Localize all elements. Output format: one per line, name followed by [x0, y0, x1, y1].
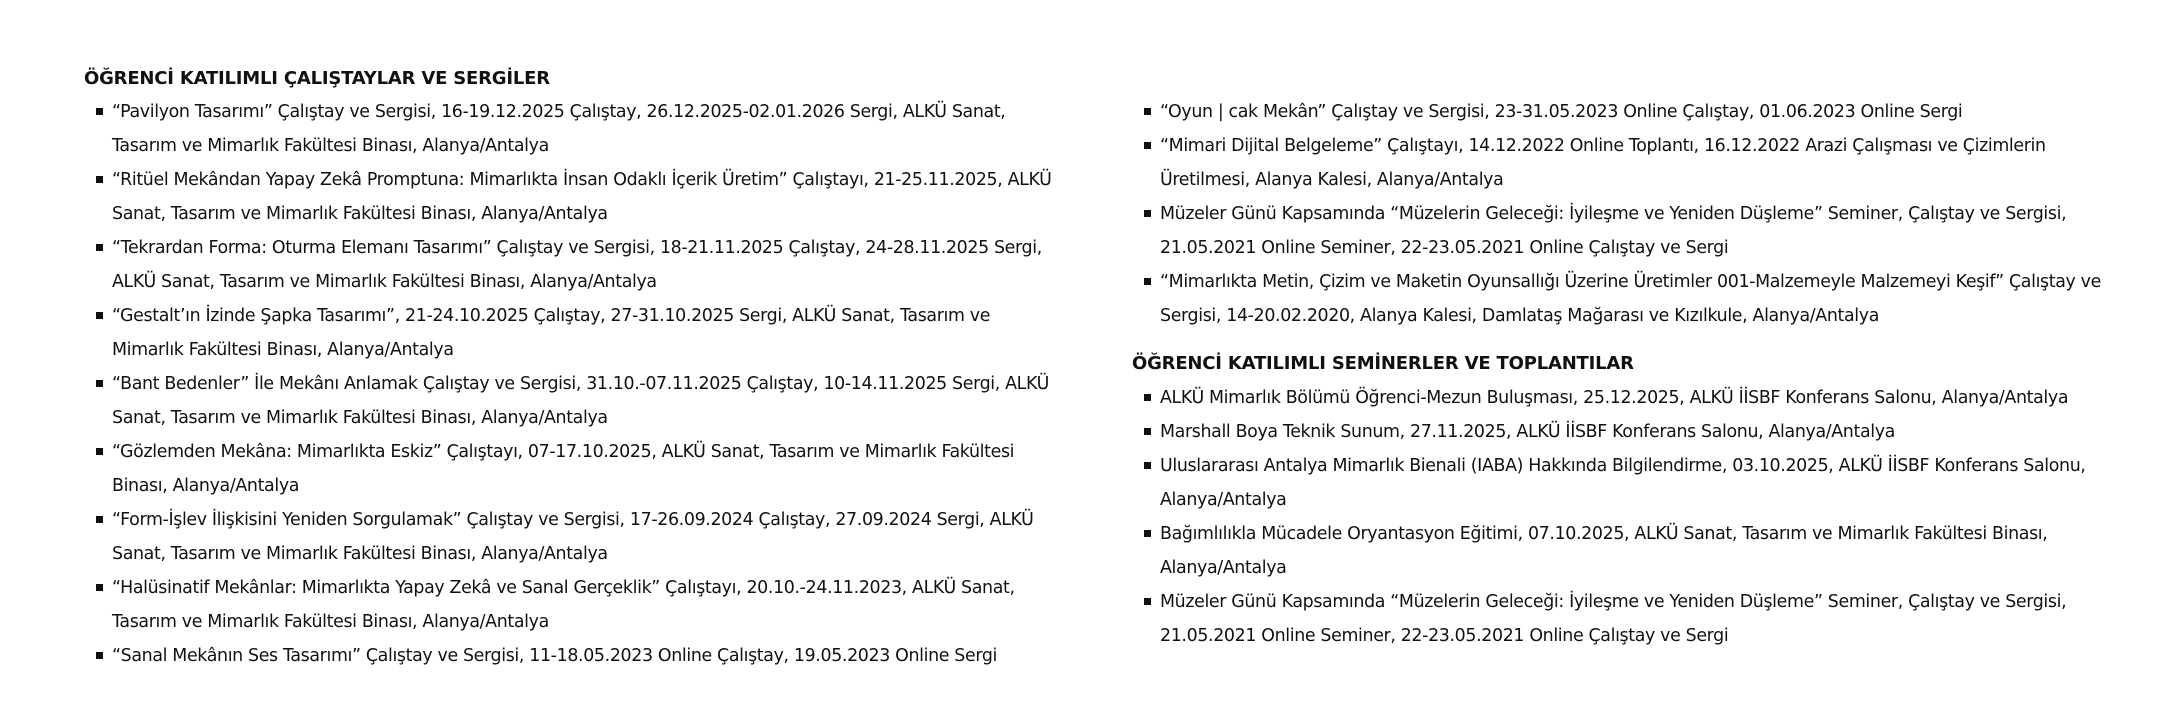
list-item	[1144, 265, 2104, 333]
list-item-text: “Halüsinatif Mekânlar: Mimarlıkta Yapay Zekâ ve Sanal Gerçeklik” Çalıştayı, 20.10.-24.11.2023, ALKÜ Sanat, Tasarım ve Mimarlık Fakültesi Binası, Alanya/Antalya	[112, 578, 1015, 632]
bullet-icon	[96, 244, 103, 251]
bullet-icon	[96, 584, 103, 591]
list-item-text: “Ritüel Mekândan Yapay Zekâ Promptuna: Mimarlıkta İnsan Odaklı İçerik Üretim” Çalıştayı, 21-25.11.2025, ALKÜ Sanat, Tasarım ve Mimarlık Fakültesi Binası, Alanya/Antalya	[112, 170, 1052, 224]
list-item-text: “Tekrardan Forma: Oturma Elemanı Tasarımı” Çalıştay ve Sergisi, 18-21.11.2025 Çalıştay, 24-28.11.2025 Sergi, ALKÜ Sanat, Tasarım ve Mimarlık Fakültesi Binası, Alanya/Antalya	[112, 238, 1042, 292]
workshops-list-continued	[1144, 95, 2104, 333]
list-item	[96, 435, 1056, 503]
bullet-icon	[1144, 278, 1151, 285]
list-item-text: “Mimarlıkta Metin, Çizim ve Maketin Oyunsallığı Üzerine Üretimler 001-Malzemeyle Malzemeyi Keşif” Çalıştay ve Sergisi, 14-20.02.2020, Alanya Kalesi, Damlataş Mağarası ve Kızılkule, Alanya/Antalya	[1160, 272, 2101, 326]
list-item-text: Bağımlılıkla Mücadele Oryantasyon Eğitimi, 07.10.2025, ALKÜ Sanat, Tasarım ve Mimarlık Fakültesi Binası, Alanya/Antalya	[1160, 524, 2048, 578]
bullet-icon	[1144, 530, 1151, 537]
bullet-icon	[1144, 108, 1151, 115]
list-item-text: “Oyun | cak Mekân” Çalıştay ve Sergisi, 23-31.05.2023 Online Çalıştay, 01.06.2023 Online Sergi	[1160, 102, 1963, 122]
seminars-heading: ÖĞRENCİ KATILIMLI SEMİNERLER VE TOPLANTILAR	[1132, 353, 1634, 374]
list-item	[1144, 585, 2104, 653]
bullet-icon	[96, 108, 103, 115]
seminars-list	[1144, 381, 2104, 653]
list-item	[96, 367, 1056, 435]
list-item	[96, 503, 1056, 571]
list-item	[96, 299, 1056, 367]
list-item-text: ALKÜ Mimarlık Bölümü Öğrenci-Mezun Buluşması, 25.12.2025, ALKÜ İİSBF Konferans Salonu, Alanya/Antalya	[1160, 388, 2069, 408]
bullet-icon	[1144, 210, 1151, 217]
bullet-icon	[96, 652, 103, 659]
list-item-text: “Form-İşlev İlişkisini Yeniden Sorgulamak” Çalıştay ve Sergisi, 17-26.09.2024 Çalıştay, 27.09.2024 Sergi, ALKÜ Sanat, Tasarım ve Mimarlık Fakültesi Binası, Alanya/Antalya	[112, 510, 1034, 564]
list-item-text: “Gestalt’ın İzinde Şapka Tasarımı”, 21-24.10.2025 Çalıştay, 27-31.10.2025 Sergi, ALKÜ Sanat, Tasarım ve Mimarlık Fakültesi Binası, Alanya/Antalya	[112, 306, 991, 360]
list-item	[1144, 197, 2104, 265]
list-item	[1144, 129, 2104, 197]
list-item	[1144, 381, 2104, 415]
list-item	[1144, 415, 2104, 449]
bullet-icon	[1144, 598, 1151, 605]
list-item-text: “Mimari Dijital Belgeleme” Çalıştayı, 14.12.2022 Online Toplantı, 16.12.2022 Arazi Çalışması ve Çizimlerin Üretilmesi, Alanya Kalesi, Alanya/Antalya	[1160, 136, 2046, 190]
bullet-icon	[96, 448, 103, 455]
workshops-list	[96, 95, 1056, 673]
list-item	[96, 95, 1056, 163]
list-item	[96, 571, 1056, 639]
bullet-icon	[96, 380, 103, 387]
list-item	[96, 163, 1056, 231]
workshops-heading: ÖĞRENCİ KATILIMLI ÇALIŞTAYLAR VE SERGİLER	[84, 68, 550, 89]
list-item	[1144, 449, 2104, 517]
list-item-text: “Sanal Mekânın Ses Tasarımı” Çalıştay ve Sergisi, 11-18.05.2023 Online Çalıştay, 19.05.2023 Online Sergi	[112, 646, 997, 666]
bullet-icon	[96, 176, 103, 183]
bullet-icon	[1144, 394, 1151, 401]
list-item	[96, 639, 1056, 673]
bullet-icon	[1144, 428, 1151, 435]
bullet-icon	[96, 312, 103, 319]
bullet-icon	[1144, 142, 1151, 149]
list-item-text: Marshall Boya Teknik Sunum, 27.11.2025, ALKÜ İİSBF Konferans Salonu, Alanya/Antalya	[1160, 422, 1895, 442]
list-item-text: “Pavilyon Tasarımı” Çalıştay ve Sergisi, 16-19.12.2025 Çalıştay, 26.12.2025-02.01.2026 Sergi, ALKÜ Sanat, Tasarım ve Mimarlık Fakültesi Binası, Alanya/Antalya	[112, 102, 1006, 156]
bullet-icon	[1144, 462, 1151, 469]
list-item-text: “Gözlemden Mekâna: Mimarlıkta Eskiz” Çalıştayı, 07-17.10.2025, ALKÜ Sanat, Tasarım ve Mimarlık Fakültesi Binası, Alanya/Antalya	[112, 442, 1015, 496]
list-item-text: “Bant Bedenler” İle Mekânı Anlamak Çalıştay ve Sergisi, 31.10.-07.11.2025 Çalıştay, 10-14.11.2025 Sergi, ALKÜ Sanat, Tasarım ve Mimarlık Fakültesi Binası, Alanya/Antalya	[112, 374, 1049, 428]
bullet-icon	[96, 516, 103, 523]
list-item	[1144, 95, 2104, 129]
list-item-text: Uluslararası Antalya Mimarlık Bienali (IABA) Hakkında Bilgilendirme, 03.10.2025, ALKÜ İİSBF Konferans Salonu, Alanya/Antalya	[1160, 456, 2086, 510]
list-item-text: Müzeler Günü Kapsamında “Müzelerin Geleceği: İyileşme ve Yeniden Düşleme” Seminer, Çalıştay ve Sergisi, 21.05.2021 Online Seminer, 22-23.05.2021 Online Çalıştay ve Sergi	[1160, 204, 2067, 258]
list-item	[96, 231, 1056, 299]
list-item-text: Müzeler Günü Kapsamında “Müzelerin Geleceği: İyileşme ve Yeniden Düşleme” Seminer, Çalıştay ve Sergisi, 21.05.2021 Online Seminer, 22-23.05.2021 Online Çalıştay ve Sergi	[1160, 592, 2067, 646]
list-item	[1144, 517, 2104, 585]
